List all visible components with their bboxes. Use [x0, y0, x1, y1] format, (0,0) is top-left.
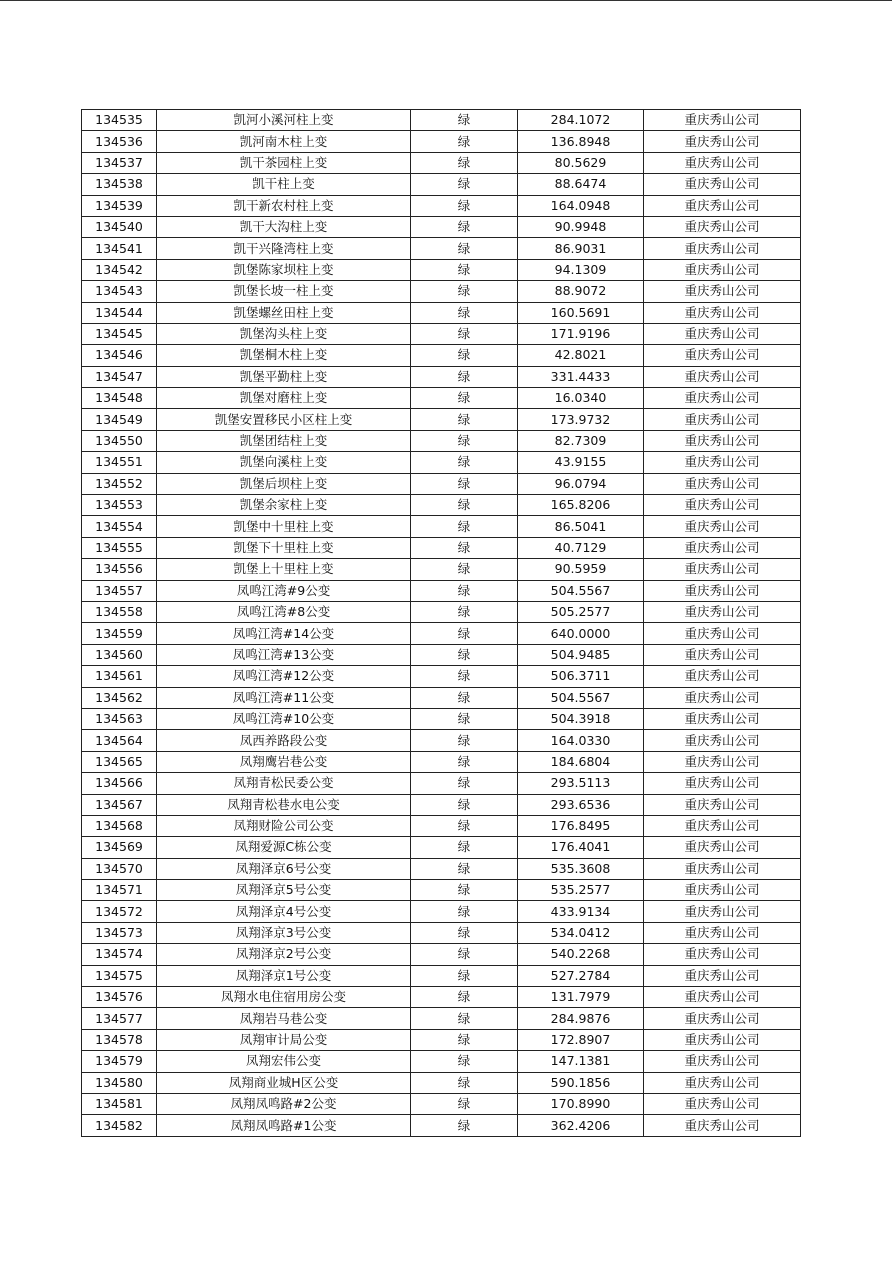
table-row	[82, 901, 801, 922]
cell-value: 362.4206	[518, 1115, 644, 1136]
cell-name: 凤翔岩马巷公变	[157, 1008, 411, 1029]
cell-company: 重庆秀山公司	[644, 323, 801, 344]
cell-name: 凯干新农村柱上变	[157, 195, 411, 216]
cell-value: 40.7129	[518, 537, 644, 558]
cell-color: 绿	[411, 259, 518, 280]
cell-id: 134550	[82, 430, 157, 451]
cell-company: 重庆秀山公司	[644, 708, 801, 729]
cell-id: 134557	[82, 580, 157, 601]
cell-id: 134553	[82, 495, 157, 516]
cell-color: 绿	[411, 837, 518, 858]
cell-name: 凤翔商业城H区公变	[157, 1072, 411, 1093]
cell-color: 绿	[411, 281, 518, 302]
cell-color: 绿	[411, 1051, 518, 1072]
cell-name: 凤翔爱源C栋公变	[157, 837, 411, 858]
cell-name: 凤翔青松民委公变	[157, 773, 411, 794]
cell-value: 136.8948	[518, 131, 644, 152]
cell-company: 重庆秀山公司	[644, 965, 801, 986]
cell-id: 134538	[82, 174, 157, 195]
cell-id: 134562	[82, 687, 157, 708]
cell-id: 134560	[82, 644, 157, 665]
cell-company: 重庆秀山公司	[644, 1093, 801, 1114]
cell-id: 134548	[82, 388, 157, 409]
cell-id: 134561	[82, 666, 157, 687]
cell-value: 43.9155	[518, 452, 644, 473]
cell-id: 134545	[82, 323, 157, 344]
cell-company: 重庆秀山公司	[644, 601, 801, 622]
cell-company: 重庆秀山公司	[644, 366, 801, 387]
cell-company: 重庆秀山公司	[644, 987, 801, 1008]
cell-color: 绿	[411, 623, 518, 644]
cell-color: 绿	[411, 666, 518, 687]
cell-value: 284.9876	[518, 1008, 644, 1029]
table-row	[82, 944, 801, 965]
cell-name: 凤翔鹰岩巷公变	[157, 751, 411, 772]
table-row	[82, 987, 801, 1008]
table-row	[82, 837, 801, 858]
cell-value: 176.8495	[518, 815, 644, 836]
cell-value: 164.0330	[518, 730, 644, 751]
table-row	[82, 409, 801, 430]
cell-id: 134576	[82, 987, 157, 1008]
cell-company: 重庆秀山公司	[644, 1072, 801, 1093]
cell-company: 重庆秀山公司	[644, 238, 801, 259]
cell-name: 凤翔水电住宿用房公变	[157, 987, 411, 1008]
cell-id: 134543	[82, 281, 157, 302]
cell-id: 134574	[82, 944, 157, 965]
cell-value: 171.9196	[518, 323, 644, 344]
cell-name: 凯堡平勤柱上变	[157, 366, 411, 387]
table-row	[82, 238, 801, 259]
cell-value: 331.4433	[518, 366, 644, 387]
cell-color: 绿	[411, 965, 518, 986]
cell-id: 134539	[82, 195, 157, 216]
table-row	[82, 965, 801, 986]
cell-company: 重庆秀山公司	[644, 516, 801, 537]
cell-name: 凤翔泽京4号公变	[157, 901, 411, 922]
table-row	[82, 131, 801, 152]
cell-value: 131.7979	[518, 987, 644, 1008]
cell-id: 134579	[82, 1051, 157, 1072]
cell-name: 凯干茶园柱上变	[157, 152, 411, 173]
cell-id: 134580	[82, 1072, 157, 1093]
data-table	[81, 109, 801, 1137]
cell-company: 重庆秀山公司	[644, 1051, 801, 1072]
cell-name: 凯堡安置移民小区柱上变	[157, 409, 411, 430]
cell-id: 134569	[82, 837, 157, 858]
table-row	[82, 452, 801, 473]
cell-company: 重庆秀山公司	[644, 409, 801, 430]
cell-name: 凤鸣江湾#8公变	[157, 601, 411, 622]
cell-value: 540.2268	[518, 944, 644, 965]
table-row	[82, 815, 801, 836]
cell-id: 134573	[82, 922, 157, 943]
cell-color: 绿	[411, 409, 518, 430]
cell-company: 重庆秀山公司	[644, 495, 801, 516]
table-row	[82, 644, 801, 665]
table-row	[82, 1029, 801, 1050]
cell-company: 重庆秀山公司	[644, 580, 801, 601]
cell-value: 94.1309	[518, 259, 644, 280]
cell-color: 绿	[411, 537, 518, 558]
cell-id: 134544	[82, 302, 157, 323]
table-row	[82, 880, 801, 901]
cell-name: 凯河南木柱上变	[157, 131, 411, 152]
cell-color: 绿	[411, 687, 518, 708]
cell-id: 134568	[82, 815, 157, 836]
cell-name: 凯堡陈家坝柱上变	[157, 259, 411, 280]
cell-company: 重庆秀山公司	[644, 537, 801, 558]
cell-id: 134537	[82, 152, 157, 173]
cell-value: 504.3918	[518, 708, 644, 729]
cell-value: 590.1856	[518, 1072, 644, 1093]
cell-company: 重庆秀山公司	[644, 1008, 801, 1029]
table-row	[82, 751, 801, 772]
cell-id: 134559	[82, 623, 157, 644]
cell-company: 重庆秀山公司	[644, 345, 801, 366]
cell-color: 绿	[411, 794, 518, 815]
cell-company: 重庆秀山公司	[644, 559, 801, 580]
cell-color: 绿	[411, 131, 518, 152]
cell-color: 绿	[411, 880, 518, 901]
cell-name: 凤鸣江湾#13公变	[157, 644, 411, 665]
cell-id: 134552	[82, 473, 157, 494]
cell-id: 134566	[82, 773, 157, 794]
cell-value: 293.6536	[518, 794, 644, 815]
cell-name: 凤鸣江湾#9公变	[157, 580, 411, 601]
table-row	[82, 708, 801, 729]
cell-company: 重庆秀山公司	[644, 1029, 801, 1050]
cell-company: 重庆秀山公司	[644, 944, 801, 965]
cell-value: 640.0000	[518, 623, 644, 644]
cell-company: 重庆秀山公司	[644, 666, 801, 687]
cell-id: 134541	[82, 238, 157, 259]
cell-company: 重庆秀山公司	[644, 837, 801, 858]
cell-color: 绿	[411, 987, 518, 1008]
cell-color: 绿	[411, 366, 518, 387]
cell-color: 绿	[411, 1115, 518, 1136]
cell-id: 134572	[82, 901, 157, 922]
cell-name: 凯堡余家柱上变	[157, 495, 411, 516]
cell-color: 绿	[411, 1093, 518, 1114]
table-row	[82, 388, 801, 409]
cell-id: 134549	[82, 409, 157, 430]
cell-name: 凯堡下十里柱上变	[157, 537, 411, 558]
cell-id: 134556	[82, 559, 157, 580]
cell-id: 134536	[82, 131, 157, 152]
cell-name: 凤鸣江湾#11公变	[157, 687, 411, 708]
cell-color: 绿	[411, 901, 518, 922]
cell-color: 绿	[411, 388, 518, 409]
cell-company: 重庆秀山公司	[644, 794, 801, 815]
table-row	[82, 366, 801, 387]
cell-color: 绿	[411, 858, 518, 879]
cell-name: 凯干大沟柱上变	[157, 216, 411, 237]
cell-name: 凯堡沟头柱上变	[157, 323, 411, 344]
table-row	[82, 773, 801, 794]
table-row	[82, 1008, 801, 1029]
cell-name: 凤翔审计局公变	[157, 1029, 411, 1050]
table-row	[82, 666, 801, 687]
cell-name: 凤翔青松巷水电公变	[157, 794, 411, 815]
table-row	[82, 794, 801, 815]
cell-company: 重庆秀山公司	[644, 388, 801, 409]
cell-id: 134535	[82, 110, 157, 131]
cell-name: 凯堡长坡一柱上变	[157, 281, 411, 302]
cell-value: 42.8021	[518, 345, 644, 366]
cell-color: 绿	[411, 559, 518, 580]
cell-value: 88.6474	[518, 174, 644, 195]
cell-id: 134542	[82, 259, 157, 280]
cell-name: 凯堡向溪柱上变	[157, 452, 411, 473]
cell-value: 88.9072	[518, 281, 644, 302]
cell-company: 重庆秀山公司	[644, 195, 801, 216]
cell-name: 凤翔财险公司公变	[157, 815, 411, 836]
cell-color: 绿	[411, 751, 518, 772]
cell-value: 86.5041	[518, 516, 644, 537]
table-row	[82, 281, 801, 302]
cell-id: 134546	[82, 345, 157, 366]
cell-color: 绿	[411, 195, 518, 216]
cell-company: 重庆秀山公司	[644, 281, 801, 302]
cell-color: 绿	[411, 944, 518, 965]
cell-color: 绿	[411, 323, 518, 344]
table-row	[82, 1072, 801, 1093]
cell-company: 重庆秀山公司	[644, 259, 801, 280]
cell-id: 134547	[82, 366, 157, 387]
cell-name: 凤翔凤鸣路#2公变	[157, 1093, 411, 1114]
cell-id: 134570	[82, 858, 157, 879]
cell-color: 绿	[411, 174, 518, 195]
cell-name: 凯河小溪河柱上变	[157, 110, 411, 131]
cell-name: 凯堡上十里柱上变	[157, 559, 411, 580]
cell-company: 重庆秀山公司	[644, 473, 801, 494]
cell-company: 重庆秀山公司	[644, 880, 801, 901]
table-row	[82, 152, 801, 173]
cell-name: 凤翔泽京1号公变	[157, 965, 411, 986]
cell-id: 134575	[82, 965, 157, 986]
cell-id: 134554	[82, 516, 157, 537]
cell-value: 504.9485	[518, 644, 644, 665]
cell-name: 凯干柱上变	[157, 174, 411, 195]
table-row	[82, 495, 801, 516]
cell-value: 504.5567	[518, 580, 644, 601]
cell-color: 绿	[411, 345, 518, 366]
cell-value: 293.5113	[518, 773, 644, 794]
cell-color: 绿	[411, 473, 518, 494]
cell-value: 505.2577	[518, 601, 644, 622]
table-row	[82, 922, 801, 943]
cell-name: 凤西养路段公变	[157, 730, 411, 751]
cell-color: 绿	[411, 495, 518, 516]
table-row	[82, 858, 801, 879]
table-row	[82, 174, 801, 195]
cell-color: 绿	[411, 516, 518, 537]
cell-color: 绿	[411, 1008, 518, 1029]
cell-value: 534.0412	[518, 922, 644, 943]
cell-value: 80.5629	[518, 152, 644, 173]
cell-company: 重庆秀山公司	[644, 858, 801, 879]
cell-value: 147.1381	[518, 1051, 644, 1072]
table-row	[82, 623, 801, 644]
table-row	[82, 730, 801, 751]
cell-name: 凯堡后坝柱上变	[157, 473, 411, 494]
cell-name: 凯堡团结柱上变	[157, 430, 411, 451]
table-row	[82, 110, 801, 131]
cell-color: 绿	[411, 601, 518, 622]
cell-id: 134564	[82, 730, 157, 751]
cell-name: 凤翔泽京6号公变	[157, 858, 411, 879]
cell-color: 绿	[411, 452, 518, 473]
cell-value: 164.0948	[518, 195, 644, 216]
table-row	[82, 537, 801, 558]
cell-color: 绿	[411, 580, 518, 601]
cell-value: 284.1072	[518, 110, 644, 131]
cell-company: 重庆秀山公司	[644, 110, 801, 131]
cell-color: 绿	[411, 708, 518, 729]
cell-name: 凯堡中十里柱上变	[157, 516, 411, 537]
cell-value: 165.8206	[518, 495, 644, 516]
cell-color: 绿	[411, 773, 518, 794]
table-row	[82, 601, 801, 622]
cell-value: 90.9948	[518, 216, 644, 237]
cell-name: 凤翔泽京5号公变	[157, 880, 411, 901]
cell-name: 凤翔泽京3号公变	[157, 922, 411, 943]
cell-company: 重庆秀山公司	[644, 430, 801, 451]
table-row	[82, 302, 801, 323]
cell-value: 82.7309	[518, 430, 644, 451]
cell-company: 重庆秀山公司	[644, 216, 801, 237]
cell-company: 重庆秀山公司	[644, 644, 801, 665]
cell-company: 重庆秀山公司	[644, 901, 801, 922]
cell-id: 134577	[82, 1008, 157, 1029]
cell-value: 96.0794	[518, 473, 644, 494]
cell-color: 绿	[411, 922, 518, 943]
cell-company: 重庆秀山公司	[644, 687, 801, 708]
cell-company: 重庆秀山公司	[644, 922, 801, 943]
cell-id: 134571	[82, 880, 157, 901]
cell-company: 重庆秀山公司	[644, 773, 801, 794]
cell-color: 绿	[411, 1072, 518, 1093]
cell-value: 527.2784	[518, 965, 644, 986]
cell-name: 凯堡对磨柱上变	[157, 388, 411, 409]
cell-id: 134581	[82, 1093, 157, 1114]
cell-company: 重庆秀山公司	[644, 302, 801, 323]
table-row	[82, 580, 801, 601]
cell-company: 重庆秀山公司	[644, 131, 801, 152]
cell-value: 160.5691	[518, 302, 644, 323]
cell-name: 凤翔凤鸣路#1公变	[157, 1115, 411, 1136]
cell-color: 绿	[411, 815, 518, 836]
table-row	[82, 195, 801, 216]
cell-color: 绿	[411, 644, 518, 665]
table-row	[82, 473, 801, 494]
cell-value: 86.9031	[518, 238, 644, 259]
cell-color: 绿	[411, 302, 518, 323]
cell-name: 凤翔泽京2号公变	[157, 944, 411, 965]
cell-name: 凯堡桐木柱上变	[157, 345, 411, 366]
cell-value: 173.9732	[518, 409, 644, 430]
cell-id: 134582	[82, 1115, 157, 1136]
cell-color: 绿	[411, 216, 518, 237]
table-row	[82, 559, 801, 580]
cell-id: 134540	[82, 216, 157, 237]
cell-value: 184.6804	[518, 751, 644, 772]
cell-id: 134567	[82, 794, 157, 815]
cell-id: 134563	[82, 708, 157, 729]
cell-value: 176.4041	[518, 837, 644, 858]
cell-color: 绿	[411, 730, 518, 751]
cell-id: 134555	[82, 537, 157, 558]
cell-id: 134578	[82, 1029, 157, 1050]
cell-name: 凤鸣江湾#10公变	[157, 708, 411, 729]
cell-company: 重庆秀山公司	[644, 730, 801, 751]
cell-color: 绿	[411, 430, 518, 451]
cell-company: 重庆秀山公司	[644, 1115, 801, 1136]
cell-color: 绿	[411, 238, 518, 259]
cell-company: 重庆秀山公司	[644, 751, 801, 772]
cell-value: 16.0340	[518, 388, 644, 409]
cell-value: 506.3711	[518, 666, 644, 687]
cell-name: 凤鸣江湾#12公变	[157, 666, 411, 687]
table-row	[82, 1115, 801, 1136]
cell-value: 172.8907	[518, 1029, 644, 1050]
cell-name: 凤翔宏伟公变	[157, 1051, 411, 1072]
cell-color: 绿	[411, 110, 518, 131]
table-row	[82, 259, 801, 280]
cell-company: 重庆秀山公司	[644, 174, 801, 195]
cell-name: 凯干兴隆湾柱上变	[157, 238, 411, 259]
cell-color: 绿	[411, 152, 518, 173]
table-body	[82, 110, 801, 1137]
cell-value: 90.5959	[518, 559, 644, 580]
table-row	[82, 1093, 801, 1114]
cell-value: 170.8990	[518, 1093, 644, 1114]
cell-company: 重庆秀山公司	[644, 815, 801, 836]
cell-value: 504.5567	[518, 687, 644, 708]
cell-company: 重庆秀山公司	[644, 623, 801, 644]
table-row	[82, 430, 801, 451]
cell-company: 重庆秀山公司	[644, 152, 801, 173]
cell-id: 134558	[82, 601, 157, 622]
cell-id: 134551	[82, 452, 157, 473]
cell-color: 绿	[411, 1029, 518, 1050]
cell-id: 134565	[82, 751, 157, 772]
cell-value: 535.3608	[518, 858, 644, 879]
cell-name: 凯堡螺丝田柱上变	[157, 302, 411, 323]
table-row	[82, 323, 801, 344]
cell-company: 重庆秀山公司	[644, 452, 801, 473]
table-row	[82, 345, 801, 366]
cell-name: 凤鸣江湾#14公变	[157, 623, 411, 644]
cell-value: 433.9134	[518, 901, 644, 922]
table-row	[82, 687, 801, 708]
table-row	[82, 516, 801, 537]
table-row	[82, 216, 801, 237]
table-row	[82, 1051, 801, 1072]
cell-value: 535.2577	[518, 880, 644, 901]
